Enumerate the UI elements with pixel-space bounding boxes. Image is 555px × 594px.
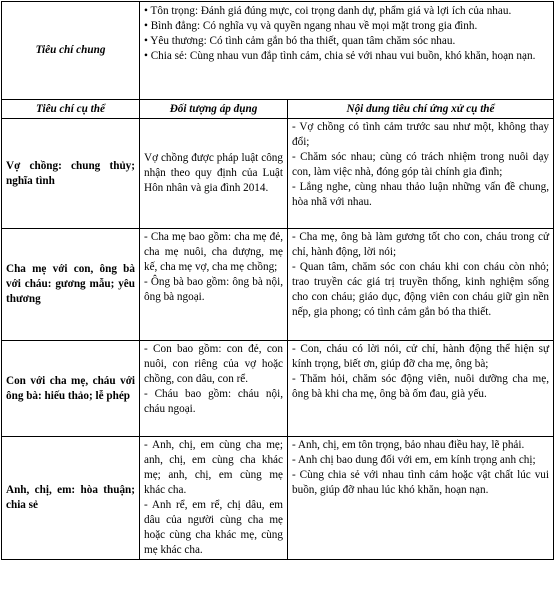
target-item: - Cha mẹ bao gồm: cha mẹ đẻ, cha mẹ nuôi, cha dượng, mẹ kế, cha mẹ vợ, cha mẹ chồng; [144,231,283,273]
content-item: - Cha mẹ, ông bà làm gương tốt cho con, cháu trong cử chỉ, hành động, lời nói; [292,231,550,258]
content-item: - Chăm sóc nhau; cùng có trách nhiệm trong nuôi dạy con, làm việc nhà, đóng góp tài chính gia đình; [292,151,550,178]
target-cell [140,229,288,341]
general-criteria-row [2,2,554,100]
content-item: - Con, cháu có lời nói, cử chỉ, hành động thể hiện sự kính trọng, biết ơn, giúp đỡ cha mẹ, ông bà; [292,343,550,370]
header-specific: Tiêu chí cụ thể [2,100,140,119]
criterion-cell: Vợ chồng: chung thủy; nghĩa tình [2,119,140,229]
content-cell [288,229,554,341]
target-cell [140,341,288,437]
target-item: - Ông bà bao gồm: ông bà nội, ông bà ngoại. [144,276,283,303]
target-item: Vợ chồng được pháp luật công nhận theo quy định của Luật Hôn nhân và gia đình 2014. [144,152,283,194]
general-item: • Yêu thương: Có tình cảm gắn bó tha thiết, quan tâm chăm sóc nhau. [144,35,456,47]
header-row [2,100,554,119]
general-item: • Chia sẻ: Cùng nhau vun đắp tình cảm, chia sẻ với nhau vui buồn, khó khăn, hoạn nạn. [144,50,536,62]
content-item: - Lắng nghe, cùng nhau thảo luận những vấn đề chung, hòa nhã với nhau. [292,181,550,208]
target-item: - Con bao gồm: con đẻ, con nuôi, con riêng của vợ hoặc chồng, con dâu, con rể. [144,343,283,385]
general-item: • Tôn trọng: Đánh giá đúng mực, coi trọng danh dự, phẩm giá và lợi ích của nhau. [144,5,512,17]
target-cell [140,437,288,560]
content-item: - Cùng chia sẻ với nhau tình cảm hoặc vật chất lúc vui buồn, giúp đỡ nhau lúc khó khăn, hoạn nạn. [292,469,550,496]
general-item: • Bình đẳng: Có nghĩa vụ và quyền ngang nhau về mọi mặt trong gia đình. [144,20,478,32]
general-criteria-label: Tiêu chí chung [2,2,140,100]
content-cell [288,119,554,229]
target-item: - Anh rể, em rể, chị dâu, em dâu của người cùng cha mẹ hoặc cùng cha khác mẹ, cùng mẹ khác cha. [144,499,283,556]
general-criteria-list [140,2,554,100]
header-target: Đối tượng áp dụng [140,100,288,119]
target-cell [140,119,288,229]
content-item: - Anh, chị, em tôn trọng, bảo nhau điều hay, lẽ phải. [292,439,525,451]
header-content: Nội dung tiêu chí ứng xử cụ thể [288,100,554,119]
content-cell [288,341,554,437]
criterion-cell: Con với cha mẹ, cháu với ông bà: hiếu thảo; lễ phép [2,341,140,437]
criterion-cell: Anh, chị, em: hòa thuận; chia sẻ [2,437,140,560]
content-item: - Anh chị bao dung đối với em, em kính trọng anh chị; [292,454,536,466]
target-item: - Cháu bao gồm: cháu nội, cháu ngoại. [144,388,283,415]
table-row [2,229,554,341]
table-row [2,341,554,437]
table-row [2,119,554,229]
table-row [2,437,554,560]
content-item: - Quan tâm, chăm sóc con cháu khi con cháu còn nhỏ; trao truyền các giá trị truyền thống, kinh nghiệm sống cho con cháu; giáo dục, động viên con cháu giữ gìn nền nếp, gia phong; có tình cảm gắn bó tha thiết. [292,261,550,318]
content-cell [288,437,554,560]
content-item: - Thăm hỏi, chăm sóc động viên, nuôi dưỡng cha mẹ, ông bà khi cha mẹ, ông bà ốm đau, già yếu. [292,373,550,400]
content-item: - Vợ chồng có tình cảm trước sau như một, không thay đổi; [292,121,550,148]
criterion-cell: Cha mẹ với con, ông bà với cháu: gương mẫu; yêu thương [2,229,140,341]
target-item: - Anh, chị, em cùng cha mẹ; anh, chị, em cùng cha khác mẹ; anh, chị, em cùng mẹ khác cha. [144,439,283,496]
family-conduct-table [1,1,554,560]
